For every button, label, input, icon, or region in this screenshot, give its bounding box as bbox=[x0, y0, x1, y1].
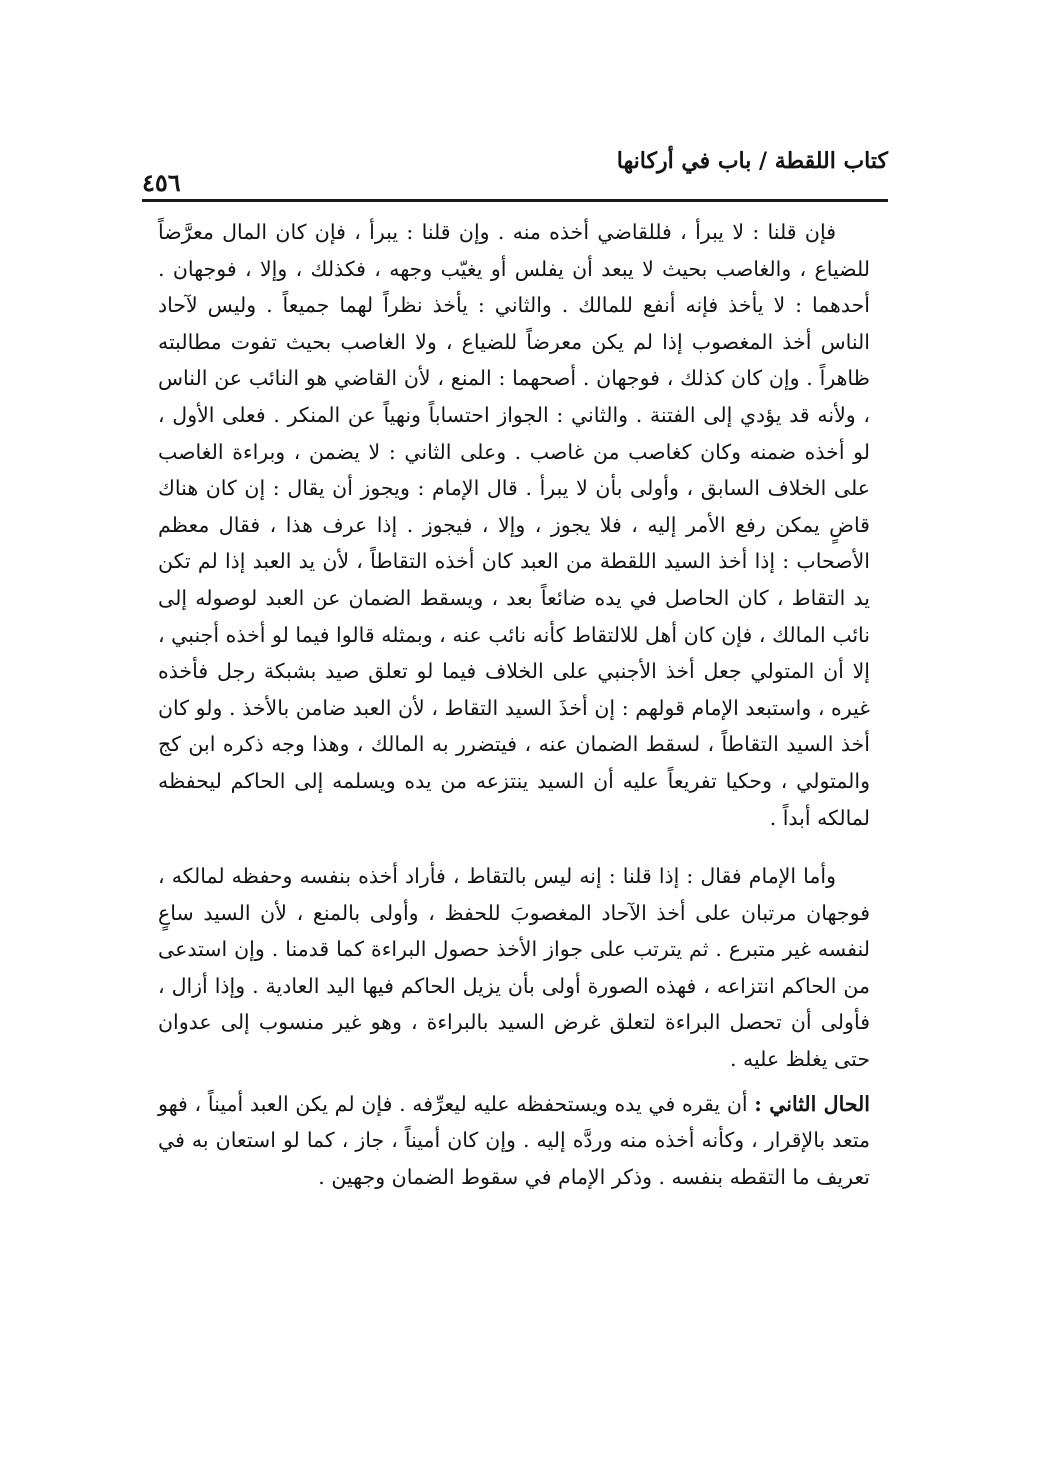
page-header bbox=[142, 140, 888, 200]
paragraph-2: وأما الإمام فقال : إذا قلنا : إنه ليس بالتقاط ، فأراد أخذه بنفسه وحفظه لمالكه ، فوجهان مرتبان على أخذ الآحاد المغصوبَ للحفظ ، وأولى بالمنع ، لأن السيد ساعٍ لنفسه غير متبرع . ثم يترتب على جواز الأخذ حصول البراءة كما قدمنا . وإن استدعى من الحاكم انتزاعه ، فهذه الصورة أولى بأن يزيل الحاكم فيها اليد العادية . وإذا أزال ، فأولى أن تحصل البراءة لتعلق غرض السيد بالبراءة ، وهو غير منسوب إلى عدوان حتى يغلظ عليه . bbox=[158, 864, 870, 1072]
header-rule bbox=[142, 199, 888, 202]
page-number: ٤٥٦ bbox=[142, 168, 181, 197]
paragraph-3-lead: الحال الثاني : bbox=[754, 1091, 870, 1116]
paragraph-3-text: أن يقره في يده ويستحفظه عليه ليعرِّفه . فإن لم يكن العبد أميناً ، فهو متعد بالإقرار ، وكأنه أخذه منه وردَّه إليه . وإن كان أميناً ، جاز ، كما لو استعان به في تعريف ما التقطه بنفسه . وذكر الإمام في سقوط الضمان وجهين . bbox=[158, 1091, 870, 1189]
paragraph-1: فإن قلنا : لا يبرأ ، فللقاضي أخذه منه . وإن قلنا : يبرأ ، فإن كان المال معرَّضاً للضياع ، والغاصب بحيث لا يبعد أن يفلس أو يغيّب وجهه ، فكذلك ، وإلا ، فوجهان . أحدهما : لا يأخذ فإنه أنفع للمالك . والثاني : يأخذ نظراً لهما جميعاً . وليس لآحاد الناس أخذ المغصوب إذا لم يكن معرضاً للضياع ، ولا الغاصب بحيث تفوت مطالبته ظاهراً . وإن كان كذلك ، فوجهان . أصحهما : المنع ، لأن القاضي هو النائب عن الناس ، ولأنه قد يؤدي إلى الفتنة . والثاني : الجواز احتساباً ونهياً عن المنكر . فعلى الأول ، لو أخذه ضمنه وكان كغاصب من غاصب . وعلى الثاني : لا يضمن ، وبراءة الغاصب على الخلاف السابق ، وأولى بأن لا يبرأ . قال الإمام : ويجوز أن يقال : إن كان هناك قاضٍ يمكن رفع الأمر إليه ، فلا يجوز ، وإلا ، فيجوز . إذا عرف هذا ، فقال معظم الأصحاب : إذا أخذ السيد اللقطة من العبد كان أخذه التقاطاً ، لأن يد العبد إذا لم تكن يد التقاط ، كان الحاصل في يده ضائعاً بعد ، ويسقط الضمان عن العبد لوصوله إلى نائب المالك ، فإن كان أهل للالتقاط كأنه نائب عنه ، وبمثله قالوا فيما لو أخذه أجنبي ، إلا أن المتولي جعل أخذ الأجنبي على الخلاف فيما لو تعلق صيد بشبكة رجل فأخذه غيره ، واستبعد الإمام قولهم : إن أخذَ السيد التقاط ، لأن العبد ضامن بالأخذ . ولو كان أخذ السيد التقاطاً ، لسقط الضمان عنه ، فيتضرر به المالك ، وهذا وجه ذكره ابن كج والمتولي ، وحكيا تفريعاً عليه أن السيد ينتزعه من يده ويسلمه إلى الحاكم ليحفظه لمالكه أبداً . bbox=[158, 220, 870, 830]
body-text bbox=[158, 214, 870, 1195]
paragraph-3 bbox=[158, 1086, 870, 1196]
running-title: كتاب اللقطة / باب في أركانها bbox=[616, 148, 888, 174]
